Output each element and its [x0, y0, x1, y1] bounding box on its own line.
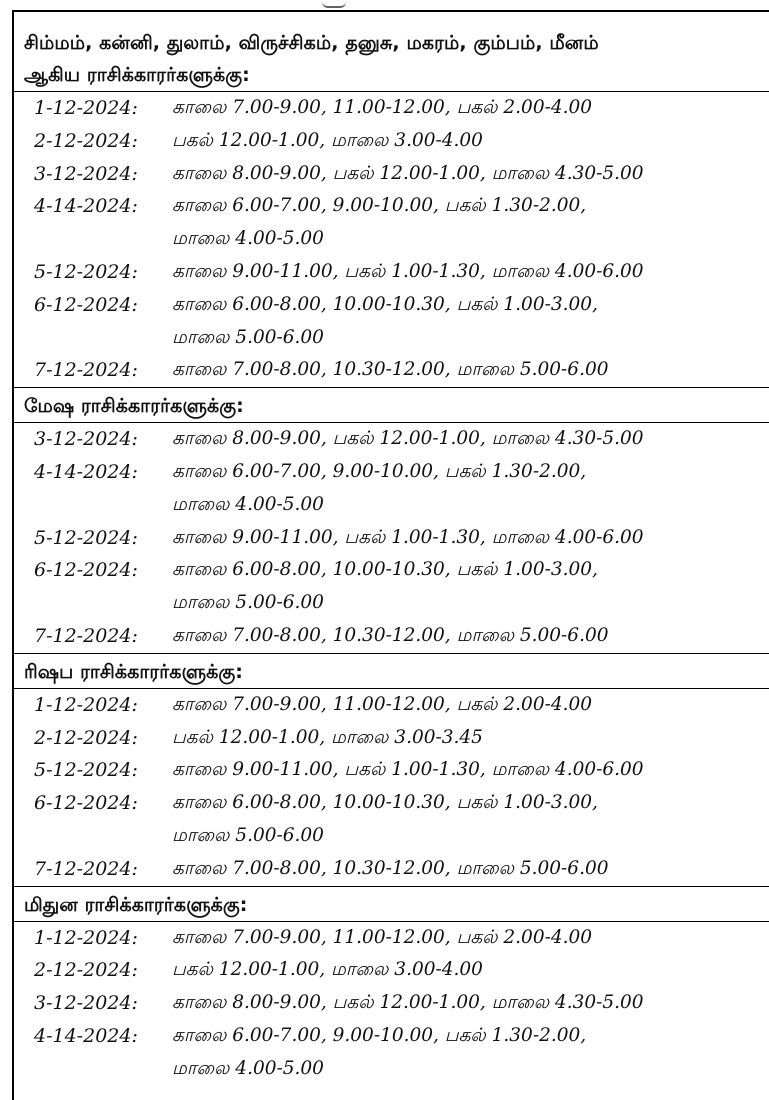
time-slot-line: காலை 7.00-8.00, 10.30-12.00, மாலை 5.00-6.00 [172, 359, 609, 381]
heading-line: மேஷ ராசிக்காரர்களுக்கு: [24, 395, 244, 418]
time-slot-line: மாலை 5.00-6.00 [172, 824, 324, 846]
time-slot-line: காலை 7.00-9.00, 11.00-12.00, பகல் 2.00-4.00 [172, 97, 593, 118]
time-slots [172, 1020, 586, 1086]
schedule-date: 4-14-2024: [34, 1024, 138, 1047]
schedule-date: 2-12-2024: [34, 129, 138, 152]
heading-line: மிதுன ராசிக்காரர்களுக்கு: [24, 893, 248, 916]
time-slots [172, 787, 598, 853]
time-slot-line: பகல் 12.00-1.00, மாலை 3.00-3.45 [172, 726, 483, 748]
schedule-row [14, 987, 769, 1020]
time-slots [172, 689, 592, 722]
schedule-row [14, 125, 769, 158]
schedule-row [14, 620, 769, 653]
schedule-row [14, 456, 769, 522]
time-slot-line: காலை 8.00-9.00, பகல் 12.00-1.00, மாலை 4.30-5.00 [172, 162, 644, 184]
schedule-row [14, 722, 769, 755]
time-slots [172, 722, 483, 755]
time-slot-line: காலை 7.00-9.00, 11.00-12.00, பகல் 2.00-4.00 [172, 926, 593, 948]
time-slot-line: மாலை 4.00-5.00 [172, 1057, 324, 1079]
time-slot-line: காலை 7.00-8.00, 10.30-12.00, மாலை 5.00-6.00 [172, 624, 609, 646]
time-slots [172, 256, 644, 289]
time-slot-line: காலை 7.00-9.00, 11.00-12.00, பகல் 2.00-4.00 [172, 693, 593, 715]
clipped-heading-fragment [322, 0, 346, 8]
schedule-date: 3-12-2024: [34, 428, 138, 451]
schedule-date: 2-12-2024: [34, 959, 138, 982]
schedule-date: 6-12-2024: [34, 293, 138, 316]
time-slots [172, 158, 644, 191]
section-heading [14, 654, 769, 689]
time-slots [172, 423, 644, 456]
rasi-section [14, 12, 769, 388]
time-slots [172, 853, 609, 886]
time-slot-line: பகல் 12.00-1.00, மாலை 3.00-4.00 [172, 959, 483, 981]
time-slot-line: காலை 8.00-9.00, பகல் 12.00-1.00, மாலை 4.30-5.00 [172, 992, 644, 1014]
time-slots [172, 554, 598, 620]
schedule-row [14, 92, 769, 125]
heading-line: ரிஷப ராசிக்காரர்களுக்கு: [24, 660, 243, 683]
schedule-row [14, 922, 769, 955]
schedule-row [14, 787, 769, 853]
schedule-row [14, 954, 769, 987]
time-slots [172, 987, 644, 1020]
rasi-section [14, 388, 769, 654]
schedule-date: 1-12-2024: [34, 926, 138, 949]
time-slot-line: காலை 9.00-11.00, பகல் 1.00-1.30, மாலை 4.00-6.00 [172, 526, 644, 548]
schedule-date: 3-12-2024: [34, 162, 138, 185]
time-slots [172, 190, 586, 256]
schedule-row [14, 423, 769, 456]
schedule-date: 3-12-2024: [34, 992, 138, 1015]
schedule-date: 4-14-2024: [34, 195, 138, 218]
time-slot-line: பகல் 12.00-1.00, மாலை 3.00-4.00 [172, 129, 483, 151]
schedule-row [14, 554, 769, 620]
time-slot-line: காலை 9.00-11.00, பகல் 1.00-1.30, மாலை 4.00-6.00 [172, 260, 644, 282]
schedule-row [14, 853, 769, 886]
heading-line: சிம்மம், கன்னி, துலாம், விருச்சிகம், தனுசு, மகரம், கும்பம், மீனம் [24, 32, 599, 54]
time-slot-line: மாலை 5.00-6.00 [172, 326, 324, 348]
schedule-date: 5-12-2024: [34, 260, 138, 283]
timetable-frame [12, 10, 769, 1100]
time-slot-line: காலை 6.00-7.00, 9.00-10.00, பகல் 1.30-2.00, [172, 460, 587, 482]
time-slot-line: மாலை 4.00-5.00 [172, 228, 324, 250]
schedule-date: 7-12-2024: [34, 857, 138, 880]
time-slot-line: காலை 9.00-11.00, பகல் 1.00-1.30, மாலை 4.00-6.00 [172, 759, 644, 781]
schedule-date: 1-12-2024: [34, 97, 138, 119]
schedule-date: 7-12-2024: [34, 624, 138, 647]
time-slot-line: காலை 6.00-8.00, 10.00-10.30, பகல் 1.00-3.00, [172, 559, 598, 581]
schedule-row [14, 158, 769, 191]
schedule-row [14, 190, 769, 256]
time-slots [172, 92, 592, 125]
section-heading [14, 12, 769, 92]
heading-line: ஆகிய ராசிக்காரர்களுக்கு: [24, 64, 250, 86]
rasi-section [14, 654, 769, 887]
time-slots [172, 954, 483, 987]
time-slot-line: காலை 7.00-8.00, 10.30-12.00, மாலை 5.00-6.00 [172, 857, 609, 879]
time-slot-line: மாலை 4.00-5.00 [172, 493, 324, 515]
time-slot-line: காலை 6.00-7.00, 9.00-10.00, பகல் 1.30-2.00, [172, 1024, 587, 1046]
schedule-row [14, 522, 769, 555]
time-slot-line: காலை 8.00-9.00, பகல் 12.00-1.00, மாலை 4.30-5.00 [172, 428, 644, 450]
schedule-date: 7-12-2024: [34, 359, 138, 382]
time-slot-line: மாலை 5.00-6.00 [172, 592, 324, 614]
schedule-row [14, 289, 769, 355]
time-slot-line: காலை 6.00-8.00, 10.00-10.30, பகல் 1.00-3.00, [172, 293, 598, 315]
time-slots [172, 922, 592, 955]
schedule-row [14, 689, 769, 722]
schedule-date: 6-12-2024: [34, 792, 138, 815]
time-slots [172, 754, 644, 787]
time-slots [172, 125, 483, 158]
time-slots [172, 620, 609, 653]
section-heading [14, 887, 769, 922]
time-slots [172, 522, 644, 555]
page-top-edge [0, 0, 769, 10]
schedule-row [14, 354, 769, 387]
schedule-date: 2-12-2024: [34, 726, 138, 749]
schedule-date: 5-12-2024: [34, 759, 138, 782]
rasi-section [14, 887, 769, 1086]
schedule-row [14, 256, 769, 289]
time-slots [172, 289, 598, 355]
schedule-date: 4-14-2024: [34, 460, 138, 483]
time-slots [172, 354, 609, 387]
time-slot-line: காலை 6.00-8.00, 10.00-10.30, பகல் 1.00-3.00, [172, 792, 598, 814]
schedule-row [14, 1020, 769, 1086]
time-slots [172, 456, 586, 522]
time-slot-line: காலை 6.00-7.00, 9.00-10.00, பகல் 1.30-2.00, [172, 195, 587, 217]
schedule-date: 5-12-2024: [34, 526, 138, 549]
schedule-date: 1-12-2024: [34, 693, 138, 716]
schedule-row [14, 754, 769, 787]
schedule-date: 6-12-2024: [34, 559, 138, 582]
section-heading [14, 388, 769, 423]
